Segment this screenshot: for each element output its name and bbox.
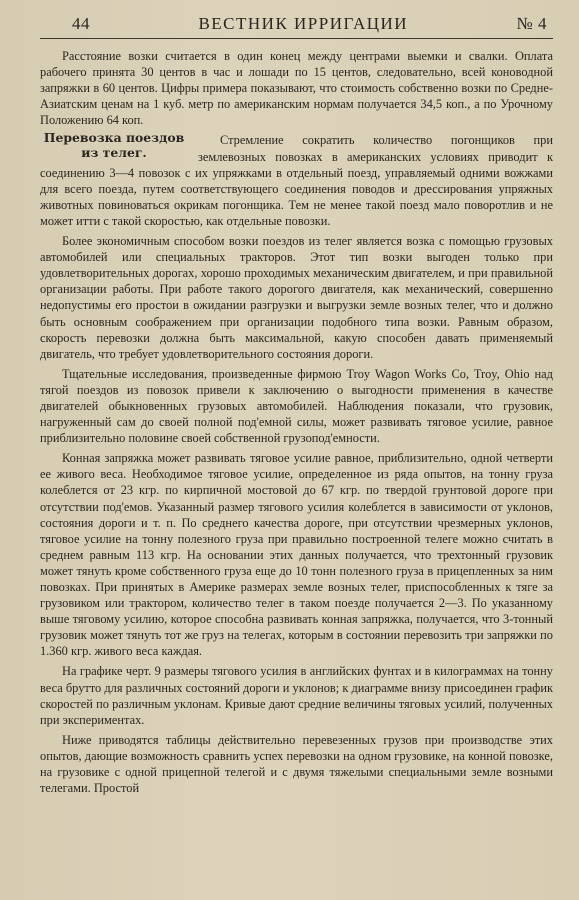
issue-number: № 4 <box>516 14 547 33</box>
paragraph-chart-reference: На графике черт. 9 размеры тягового усилия в английских фунтах и в килограммах на тонну веса брутто для различных состояний дороги и уклонов; к диаграмме внизу присоединен график скоростей по различным уклонам. Кривые дают средние величины тяговых усилий, полученных при экспериментах. <box>40 664 553 727</box>
page-number: 44 <box>72 14 90 33</box>
paragraph-haul-distance: Расстояние возки считается в один конец между центрами выемки и свалки. Оплата рабочего принята 30 центов в час и лошади по 15 центов, следовательно, всей коноводной запряжки в 60 центов. Цифры примера показывают, что стоимость собственно возки по Средне-Азиатским ценам на 1 куб. метр по американским нормам получается 34,5 коп., а по Урочному Положению 64 коп. <box>40 49 553 128</box>
paragraph-wagon-trains: Стремление сократить количество погонщиков при землевозных повозках в американских условиях приводит к соединению 3—4 повозок с их упряжками в отдельный поезд, управляемый одними вожжами для всего поезда, путем соответствующего соединения поводов и дрессирования упряжных животных повиноваться окрикам погонщика. Тем не менее такой поезд мало поворотлив и не может итти с такой скоростью, как отдельные повозки. <box>40 133 553 228</box>
article-body <box>40 48 553 796</box>
paragraph-tables-intro: Ниже приводятся таблицы действительно перевезенных грузов при производстве этих опытов, дающие возможность сравнить успех перевозки на одном грузовике, на конной повозке, на грузовике с одной прицепной телегой и с двумя тяжелыми специальными земле возными телегами. Простой <box>40 732 553 796</box>
paragraph-motor-haulage: Более экономичным способом возки поездов из телег является возка с помощью грузовых автомобилей или специальных тракторов. Этот тип возки выгоден только при удовлетворительных дорогах, хорошо проходимых механическим двигателем, и при правильной организации работы. При работе такого дорогого двигателя, как механический, совершенно недопустимы его простои в ожидании разгрузки и выгрузки земле возных телег, что и должно быть основным соображением при организации подобного типа возки. Равным образом, скорость перевозки должна быть максимальной, какую способен давать применяемый двигатель, что требует удовлетворительного состояния дороги. <box>40 234 553 361</box>
paragraph-troy-research: Тщательные исследования, произведенные фирмою Troy Wagon Works Co, Troy, Ohio над тягой поездов из повозок привели к заключению о выгодности применения в качестве двигателей обыкновенных грузовых автомобилей. Наблюдения показали, что грузовик, нагруженный сам до своей полной под'емной силы, может развивать тяговое усилие, равное приблизительно половине своей собственной грузопод'емности. <box>40 366 553 446</box>
journal-title: ВЕСТНИК ИРРИГАЦИИ <box>198 14 409 33</box>
running-head <box>40 14 553 39</box>
paragraph-horse-traction: Конная запряжка может развивать тяговое усилие равное, приблизительно, одной четверти ее живого веса. Необходимое тяговое усилие, определенное из ряда опытов, на тонну груза колеблется от 23 кгр. по кирпичной мостовой до 67 кгр. по твердой грунтовой дороге при отсутствии под'емов. Указанный размер тягового усилия колеблется в зависимости от уклонов, состояния дороги и т. п. По среднего качества дороге, при отсутствии чрезмерных уклонов, тяговое усилие на тонну полезного груза при правильно построенной телеге можно считать в среднем равным 113 кгр. На основании этих данных получается, что трехтонный грузовик может тянуть кроме собственного груза еще до 10 тонн полезного груза в прицепленных за ним повозках. При принятых в Америке размерах земле возных телег, приспособленных к тяге за грузовиком или трактором, количество телег в таком поезде получается 2—3. По указанному выше тяговому усилию, которое способна развивать конная запряжка, получается, что 3-тонный грузовик может тянуть тот же груз на телегах, которым в состоянии перевозить три запряжки по 1.360 кгр. живого веса каждая. <box>40 451 553 659</box>
section-heading: Перевозка поездов из телег. <box>43 130 185 161</box>
